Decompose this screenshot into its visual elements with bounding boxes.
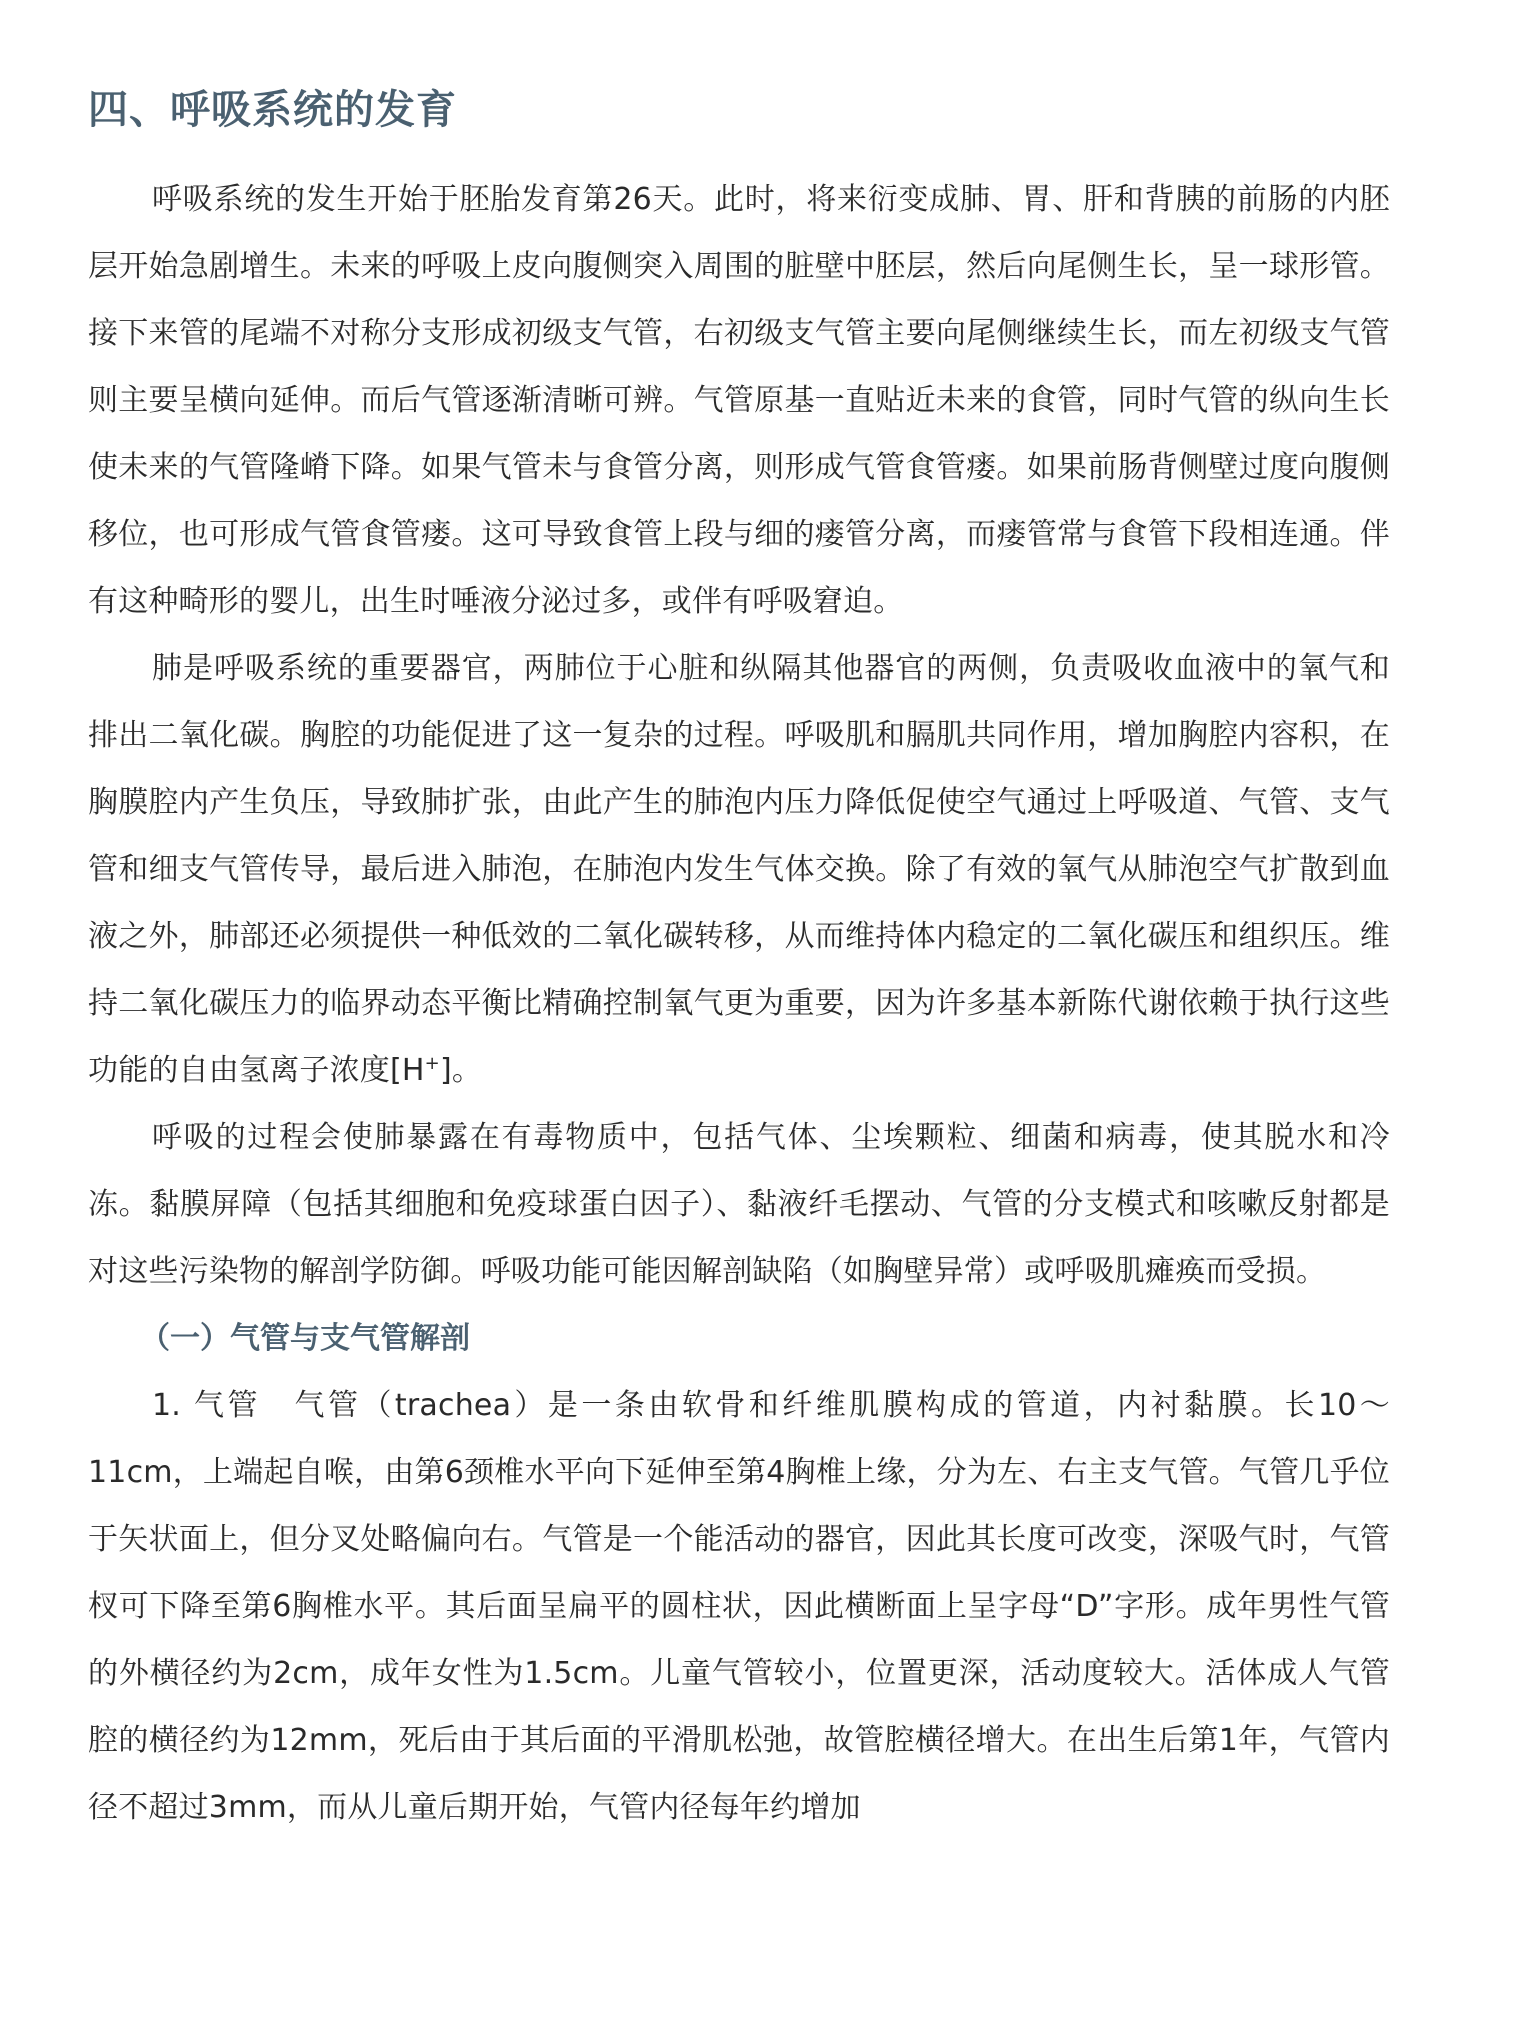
paragraph-lung-function-text: 肺是呼吸系统的重要器官，两肺位于心脏和纵隔其他器官的两侧，负责吸收血液中的氧气和排出二氧化碳。胸腔的功能促进了这一复杂的过程。呼吸肌和膈肌共同作用，增加胸腔内容积，在胸膜腔内产生负压，导致肺扩张，由此产生的肺泡内压力降低促使空气通过上呼吸道、气管、支气管和细支气管传导，最后进入肺泡，在肺泡内发生气体交换。除了有效的氧气从肺泡空气扩散到血液之外，肺部还必须提供一种低效的二氧化碳转移，从而维持体内稳定的二氧化碳压和组织压。维持二氧化碳压力的临界动态平衡比精确控制氧气更为重要，因为许多基本新陈代谢依赖于执行这些功能的自由氢离子浓度[H — [88, 651, 1390, 1088]
superscript-plus: + — [424, 1053, 440, 1074]
paragraph-respiratory-defense: 呼吸的过程会使肺暴露在有毒物质中，包括气体、尘埃颗粒、细菌和病毒，使其脱水和冷冻。黏膜屏障（包括其细胞和免疫球蛋白因子）、黏液纤毛摆动、气管的分支模式和咳嗽反射都是对这些污染物的解剖学防御。呼吸功能可能因解剖缺陷（如胸壁异常）或呼吸肌瘫痪而受损。 — [88, 1120, 1390, 1289]
paragraph-trachea: 1. 气管 气管（trachea）是一条由软骨和纤维肌膜构成的管道，内衬黏膜。长10～11cm，上端起自喉，由第6颈椎水平向下延伸至第4胸椎上缘，分为左、右主支气管。气管几乎位于矢状面上，但分叉处略偏向右。气管是一个能活动的器官，因此其长度可改变，深吸气时，气管杈可下降至第6胸椎水平。其后面呈扁平的圆柱状，因此横断面上呈字母“D”字形。成年男性气管的外横径约为2cm，成年女性为1.5cm。儿童气管较小，位置更深，活动度较大。活体成人气管腔的横径约为12mm，死后由于其后面的平滑肌松弛，故管腔横径增大。在出生后第1年，气管内径不超过3mm，而从儿童后期开始，气管内径每年约增加 — [88, 1388, 1390, 1825]
document-page — [88, 78, 1390, 1841]
paragraph-respiratory-development: 呼吸系统的发生开始于胚胎发育第26天。此时，将来衍变成肺、胃、肝和背胰的前肠的内胚层开始急剧增生。未来的呼吸上皮向腹侧突入周围的脏壁中胚层，然后向尾侧生长，呈一球形管。接下来管的尾端不对称分支形成初级支气管，右初级支气管主要向尾侧继续生长，而左初级支气管则主要呈横向延伸。而后气管逐渐清晰可辨。气管原基一直贴近未来的食管，同时气管的纵向生长使未来的气管隆嵴下降。如果气管未与食管分离，则形成气管食管瘘。如果前肠背侧壁过度向腹侧移位，也可形成气管食管瘘。这可导致食管上段与细的瘘管分离，而瘘管常与食管下段相连通。伴有这种畸形的婴儿，出生时唾液分泌过多，或伴有呼吸窘迫。 — [88, 182, 1390, 619]
section-title: 四、呼吸系统的发育 — [88, 86, 457, 133]
paragraph-lung-function — [88, 635, 1390, 1104]
paragraph-lung-function-end: ]。 — [439, 1053, 483, 1088]
subsection-title: （一）气管与支气管解剖 — [140, 1321, 470, 1356]
